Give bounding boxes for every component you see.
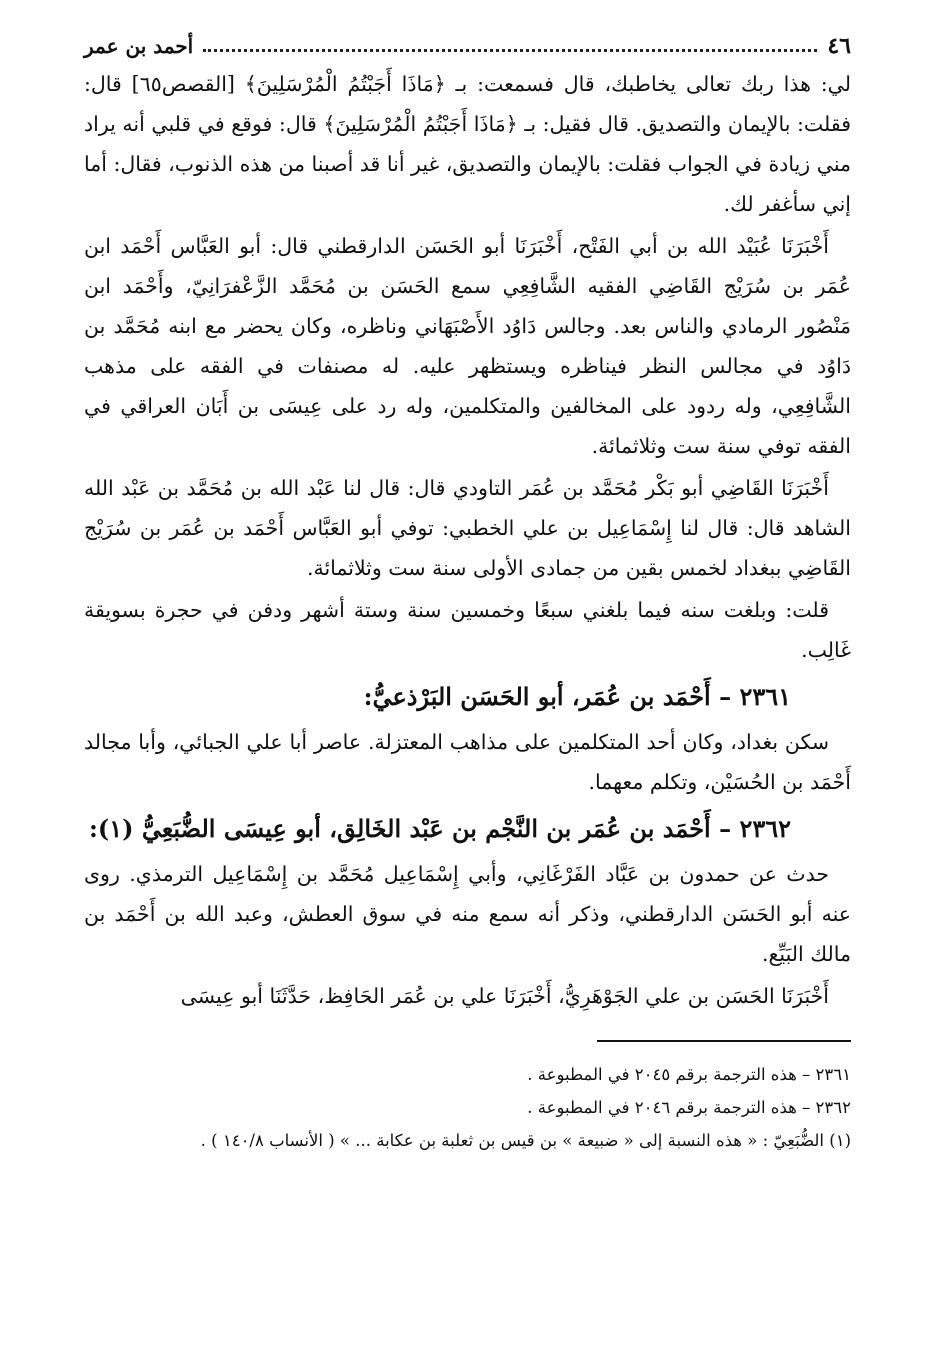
footnote-2361: ٢٣٦١ – هذه الترجمة برقم ٢٠٤٥ في المطبوعة .: [527, 1065, 851, 1084]
leader-dots: [203, 49, 817, 52]
entry-text-2361: سكن بغداد، وكان أحد المتكلمين على مذاهب المعتزلة. عاصر أبا علي الجبائي، وأبا مجالد أَحْمَد بن الحُسَيْن، وتكلم معهما.: [84, 730, 851, 794]
paragraph-ibn-surayj-biography: أَخْبَرَنَا عُبَيْد الله بن أبي الفَتْح، أَخْبَرَنَا أبو الحَسَن الدارقطني قال: أبو العَبَّاس أَحْمَد ابن عُمَر بن سُرَيْج القَاضِي الفقيه الشَّافِعِي سمع الحَسَن بن مُحَمَّد الزَّعْفرَانِيّ، وأَحْمَد ابن مَنْصُور الرمادي والناس بعد. وجالس دَاوُد الأَصْبَهَاني وناظره، وكان يحضر مع ابنه مُحَمَّد بن دَاوُد في مجالس النظر فيناظره ويستظهر عليه. له مصنفات في الفقه على مذهب الشَّافِعِي، وله ردود على المخالفين والمتكلمين، وله رد على عِيسَى بن أَبَان العراقي في الفقه توفي سنة ست وثلاثمائة.: [84, 234, 851, 458]
entry-heading-2362: ٢٣٦٢ – أَحْمَد بن عُمَر بن النَّجْم بن عَبْد الخَالِق، أبو عِيسَى الضُّبَعِيُّ (١):: [89, 814, 791, 843]
entry-heading-2361: ٢٣٦١ – أَحْمَد بن عُمَر، أبو الحَسَن البَرْذعيُّ:: [363, 682, 791, 711]
paragraph-continuation: لي: هذا ربك تعالى يخاطبك، قال فسمعت: بـ ﴿مَاذَا أَجَبْتُمُ الْمُرْسَلِينَ﴾ [القصص٦٥] قال: فقلت: بالإيمان والتصديق. قال فقيل: بـ ﴿مَاذَا أَجَبْتُمُ الْمُرْسَلِينَ﴾ قال: فوقع في قلبي أنه يراد مني زيادة في الجواب فقلت: بالإيمان والتصديق، غير أنا قد أصبنا من هذه الذنوب، فقال: أما إني سأغفر لك.: [84, 72, 851, 216]
running-head-title: أحمد بن عمر: [84, 34, 194, 58]
paragraph-author-note: قلت: وبلغت سنه فيما بلغني سبعًا وخمسين سنة وستة أشهر ودفن في حجرة بسويقة غَالِب.: [84, 598, 851, 662]
entry-text-2362: حدث عن حمدون بن عَبَّاد الفَرْغَانِي، وأبي إِسْمَاعِيل مُحَمَّد بن إِسْمَاعِيل الترمذي. روى عنه أبو الحَسَن الدارقطني، وذكر أنه سمع منه في سوق العطش، وعبد الله بن أَحْمَد بن مالك البَيِّع.: [84, 862, 851, 966]
paragraph-ibn-surayj-death: أَخْبَرَنَا القَاضِي أبو بَكْر مُحَمَّد بن عُمَر التاودي قال: قال لنا عَبْد الله بن مُحَمَّد بن عَبْد الله الشاهد قال: قال لنا إِسْمَاعِيل بن علي الخطبي: توفي أبو العَبَّاس أَحْمَد بن عُمَر بن سُرَيْج القَاضِي ببغداد لخمس بقين من جمادى الأولى سنة ست وثلاثمائة.: [84, 476, 851, 580]
body-text: [84, 64, 851, 1016]
footnote-1-dubai: (١) الضُّبَعِيّ : « هذه النسبة إلى « ضبيعة » بن قيس بن ثعلبة بن عكابة ... » ( الأنساب ١٤٠/٨ ) .: [200, 1131, 851, 1150]
footnotes: [84, 1060, 851, 1155]
running-head: [84, 28, 851, 64]
footnote-divider: [597, 1040, 851, 1042]
page-number: ٤٦: [827, 33, 851, 59]
entry-text-2362-isnad: أَخْبَرَنَا الحَسَن بن علي الجَوْهَرِيُّ، أَخْبَرَنَا علي بن عُمَر الحَافِظ، حَدَّثَنَا أبو عِيسَى: [180, 984, 829, 1008]
footnote-2362: ٢٣٦٢ – هذه الترجمة برقم ٢٠٤٦ في المطبوعة .: [527, 1098, 851, 1117]
